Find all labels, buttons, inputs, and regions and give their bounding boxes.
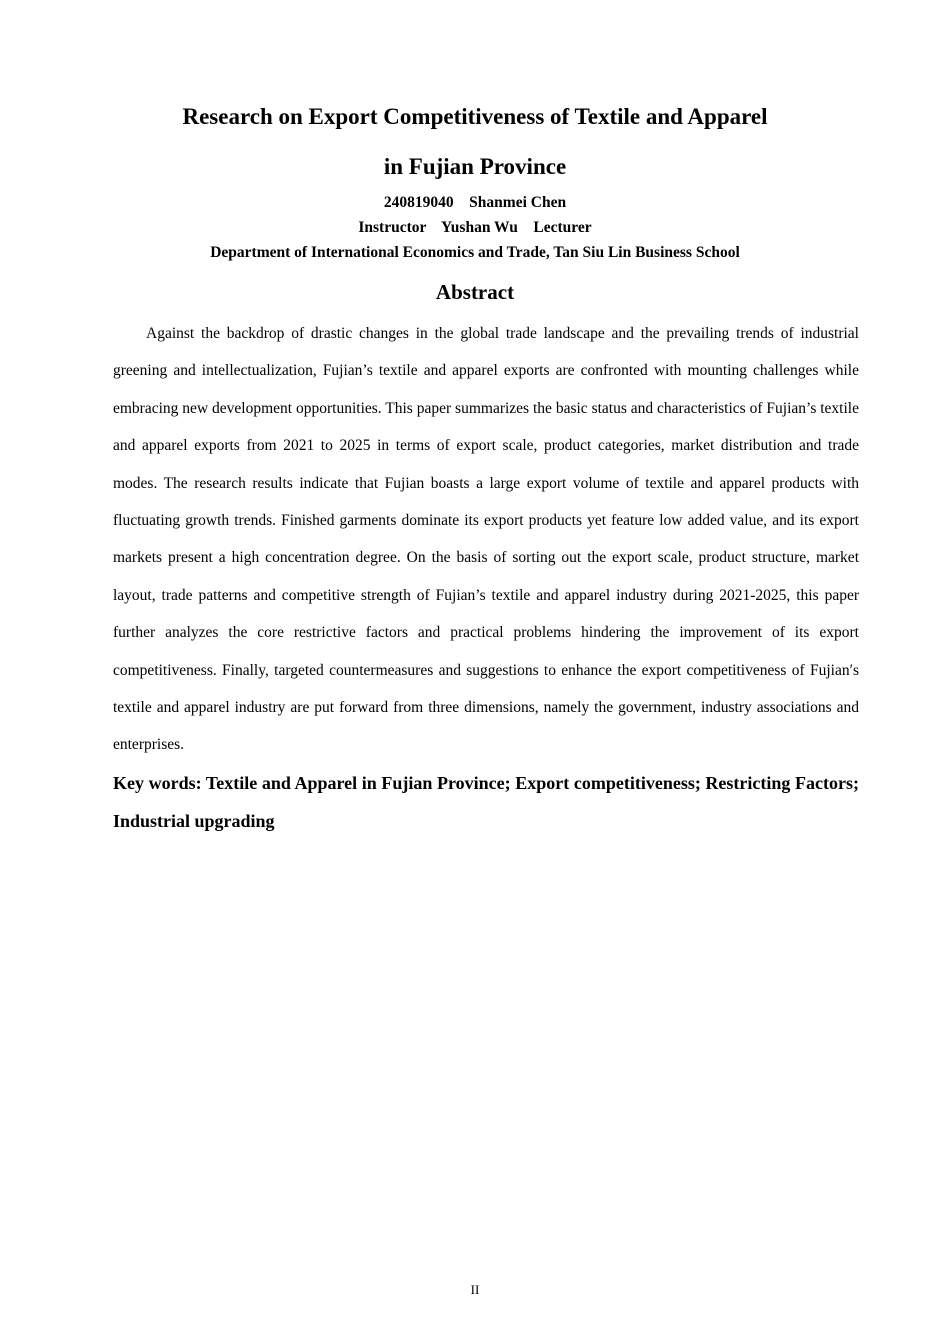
- title-line-2: in Fujian Province: [383, 154, 567, 179]
- page-number: II: [470, 1282, 480, 1297]
- abstract-heading: Abstract: [435, 280, 515, 304]
- abstract-paragraph: Against the backdrop of drastic changes in the global trade landscape and the prevailing trends of industrial greening and intellectualization, Fujian’s textile and apparel exports are confronted with mounting challenges while embracing new development opportunities. This paper summarizes the basic status and characteristics of Fujian’s textile and apparel exports from 2021 to 2025 in terms of export scale, product categories, market distribution and trade modes. The research results indicate that Fujian boasts a large export volume of textile and apparel products with fluctuating growth trends. Finished garments dominate its export products yet feature low added value, and its export markets present a high concentration degree. On the basis of sorting out the export scale, product structure, market layout, trade patterns and competitive strength of Fujian’s textile and apparel industry during 2021-2025, this paper further analyzes the core restrictive factors and practical problems hindering the improvement of its export competitiveness. Finally, targeted countermeasures and suggestions to enhance the export competitiveness of Fujian′s textile and apparel industry are put forward from three dimensions, namely the government, industry associations and enterprises.: [113, 325, 859, 754]
- department-line: Department of International Economics and Trade, Tan Siu Lin Business School: [210, 244, 740, 261]
- keywords: Key words: Textile and Apparel in Fujian Province; Export competitiveness; Restricting Factors; Industrial upgrading: [113, 773, 859, 831]
- instructor-line: Instructor Yushan Wu Lecturer: [358, 219, 592, 236]
- title-line-1: Research on Export Competitiveness of Textile and Apparel: [182, 104, 768, 129]
- student-id-and-name: 240819040 Shanmei Chen: [383, 194, 567, 211]
